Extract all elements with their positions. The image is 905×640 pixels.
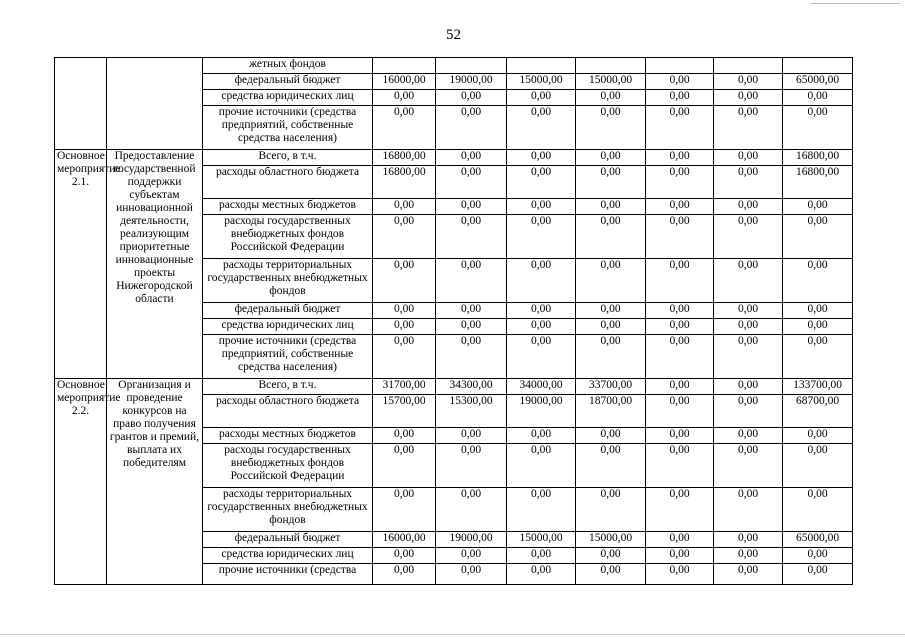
- value-cell: 0,00: [714, 90, 783, 106]
- value-cell: 0,00: [507, 428, 576, 444]
- value-cell: 0,00: [507, 150, 576, 166]
- value-cell: 0,00: [436, 564, 507, 585]
- value-cell: 0,00: [714, 106, 783, 150]
- value-cell: 0,00: [436, 488, 507, 532]
- value-cell: 0,00: [436, 335, 507, 379]
- funding-source-cell: жетных фондов: [203, 58, 373, 74]
- funding-source-cell: федеральный бюджет: [203, 303, 373, 319]
- table-row: [55, 58, 853, 74]
- value-cell: 0,00: [507, 199, 576, 215]
- value-cell: 16800,00: [783, 150, 853, 166]
- value-cell: 0,00: [646, 379, 714, 395]
- value-cell: 19000,00: [436, 74, 507, 90]
- value-cell: 0,00: [436, 106, 507, 150]
- funding-source-cell: расходы государственных внебюджетных фондов Российской Федерации: [203, 215, 373, 259]
- measure-label-cell: Основное мероприятие 2.2.: [55, 379, 107, 585]
- value-cell: 0,00: [783, 335, 853, 379]
- value-cell: 0,00: [646, 488, 714, 532]
- funding-source-cell: Всего, в т.ч.: [203, 379, 373, 395]
- value-cell: 16800,00: [373, 166, 436, 199]
- value-cell: 65000,00: [783, 74, 853, 90]
- value-cell: 31700,00: [373, 379, 436, 395]
- value-cell: 0,00: [576, 199, 646, 215]
- value-cell: 0,00: [436, 150, 507, 166]
- value-cell: 0,00: [576, 215, 646, 259]
- value-cell: 0,00: [783, 215, 853, 259]
- value-cell: 0,00: [436, 548, 507, 564]
- value-cell: 0,00: [373, 564, 436, 585]
- value-cell: 0,00: [576, 259, 646, 303]
- value-cell: 0,00: [783, 444, 853, 488]
- value-cell: 0,00: [373, 106, 436, 150]
- value-cell: 0,00: [507, 319, 576, 335]
- value-cell: 0,00: [507, 335, 576, 379]
- value-cell: 0,00: [714, 259, 783, 303]
- value-cell: 0,00: [507, 564, 576, 585]
- value-cell: 34300,00: [436, 379, 507, 395]
- value-cell: 0,00: [576, 488, 646, 532]
- value-cell: 18700,00: [576, 395, 646, 428]
- value-cell: 0,00: [646, 74, 714, 90]
- value-cell: 0,00: [373, 90, 436, 106]
- value-cell: 0,00: [373, 303, 436, 319]
- value-cell: 0,00: [373, 548, 436, 564]
- value-cell: 34000,00: [507, 379, 576, 395]
- value-cell: 0,00: [783, 303, 853, 319]
- value-cell: 0,00: [576, 548, 646, 564]
- funding-source-cell: средства юридических лиц: [203, 319, 373, 335]
- value-cell: 0,00: [646, 319, 714, 335]
- value-cell: 0,00: [436, 319, 507, 335]
- value-cell: 0,00: [436, 90, 507, 106]
- measure-name-cell: Организация и проведение конкурсов на право получения грантов и премий, выплата их победителям: [107, 379, 203, 585]
- value-cell: 0,00: [714, 303, 783, 319]
- value-cell: 0,00: [373, 199, 436, 215]
- value-cell: 0,00: [507, 444, 576, 488]
- measure-name-cell: Предоставление государственной поддержки субъектам инновационной деятельности, реализующим приоритетные инновационные проекты Нижегородской области: [107, 150, 203, 379]
- value-cell: 0,00: [646, 259, 714, 303]
- value-cell: 0,00: [783, 106, 853, 150]
- value-cell: 68700,00: [783, 395, 853, 428]
- value-cell: 0,00: [646, 166, 714, 199]
- value-cell: 0,00: [783, 90, 853, 106]
- value-cell: 0,00: [576, 150, 646, 166]
- value-cell: [714, 58, 783, 74]
- value-cell: 0,00: [436, 303, 507, 319]
- value-cell: [783, 58, 853, 74]
- value-cell: 0,00: [783, 564, 853, 585]
- value-cell: 16800,00: [373, 150, 436, 166]
- value-cell: 19000,00: [507, 395, 576, 428]
- value-cell: 0,00: [576, 335, 646, 379]
- funding-source-cell: прочие источники (средства предприятий, собственные средства населения): [203, 335, 373, 379]
- funding-source-cell: расходы местных бюджетов: [203, 199, 373, 215]
- value-cell: 16000,00: [373, 74, 436, 90]
- value-cell: 0,00: [646, 335, 714, 379]
- value-cell: 0,00: [714, 319, 783, 335]
- value-cell: 0,00: [436, 428, 507, 444]
- measure-name-cell: [107, 58, 203, 150]
- value-cell: 0,00: [646, 548, 714, 564]
- value-cell: 0,00: [714, 428, 783, 444]
- value-cell: 65000,00: [783, 532, 853, 548]
- value-cell: 0,00: [714, 488, 783, 532]
- value-cell: 0,00: [507, 166, 576, 199]
- value-cell: 0,00: [646, 532, 714, 548]
- value-cell: 15300,00: [436, 395, 507, 428]
- value-cell: 16800,00: [783, 166, 853, 199]
- value-cell: 0,00: [646, 303, 714, 319]
- value-cell: 0,00: [507, 303, 576, 319]
- funding-source-cell: прочие источники (средства предприятий, собственные средства населения): [203, 106, 373, 150]
- bottom-edge-line: [0, 634, 905, 635]
- funding-source-cell: федеральный бюджет: [203, 532, 373, 548]
- value-cell: 133700,00: [783, 379, 853, 395]
- value-cell: 0,00: [646, 395, 714, 428]
- page-number: 52: [446, 27, 461, 43]
- value-cell: 0,00: [714, 564, 783, 585]
- funding-source-cell: расходы государственных внебюджетных фондов Российской Федерации: [203, 444, 373, 488]
- value-cell: 15000,00: [576, 74, 646, 90]
- table-row: [55, 150, 853, 166]
- value-cell: 0,00: [373, 335, 436, 379]
- funding-source-cell: расходы территориальных государственных внебюджетных фондов: [203, 488, 373, 532]
- value-cell: 0,00: [436, 166, 507, 199]
- value-cell: 0,00: [714, 532, 783, 548]
- value-cell: 0,00: [783, 548, 853, 564]
- funding-source-cell: средства юридических лиц: [203, 90, 373, 106]
- funding-source-cell: расходы областного бюджета: [203, 395, 373, 428]
- value-cell: 0,00: [714, 548, 783, 564]
- value-cell: 0,00: [576, 166, 646, 199]
- value-cell: 0,00: [714, 335, 783, 379]
- value-cell: [507, 58, 576, 74]
- value-cell: 0,00: [783, 488, 853, 532]
- value-cell: [436, 58, 507, 74]
- value-cell: 0,00: [646, 564, 714, 585]
- value-cell: 0,00: [714, 379, 783, 395]
- value-cell: 0,00: [783, 428, 853, 444]
- value-cell: 0,00: [714, 444, 783, 488]
- table-body: [55, 58, 853, 585]
- value-cell: 0,00: [576, 564, 646, 585]
- value-cell: 0,00: [576, 319, 646, 335]
- value-cell: 0,00: [436, 259, 507, 303]
- value-cell: 0,00: [576, 428, 646, 444]
- value-cell: 0,00: [783, 319, 853, 335]
- value-cell: 33700,00: [576, 379, 646, 395]
- value-cell: 0,00: [646, 199, 714, 215]
- value-cell: 0,00: [714, 166, 783, 199]
- value-cell: [373, 58, 436, 74]
- measure-label-cell: Основное мероприятие 2.1.: [55, 150, 107, 379]
- value-cell: 0,00: [373, 259, 436, 303]
- value-cell: 0,00: [646, 428, 714, 444]
- value-cell: 0,00: [373, 428, 436, 444]
- value-cell: 0,00: [576, 303, 646, 319]
- value-cell: 0,00: [783, 259, 853, 303]
- value-cell: 0,00: [646, 444, 714, 488]
- value-cell: 0,00: [714, 395, 783, 428]
- value-cell: 15700,00: [373, 395, 436, 428]
- value-cell: 19000,00: [436, 532, 507, 548]
- value-cell: 0,00: [576, 444, 646, 488]
- value-cell: 0,00: [646, 215, 714, 259]
- value-cell: [646, 58, 714, 74]
- funding-source-cell: Всего, в т.ч.: [203, 150, 373, 166]
- value-cell: 0,00: [436, 199, 507, 215]
- value-cell: 15000,00: [507, 532, 576, 548]
- value-cell: 0,00: [507, 90, 576, 106]
- value-cell: 0,00: [507, 215, 576, 259]
- financing-table: [54, 57, 853, 585]
- value-cell: 0,00: [576, 90, 646, 106]
- value-cell: 0,00: [436, 215, 507, 259]
- value-cell: [576, 58, 646, 74]
- value-cell: 15000,00: [507, 74, 576, 90]
- value-cell: 0,00: [373, 444, 436, 488]
- value-cell: 0,00: [507, 548, 576, 564]
- funding-source-cell: расходы областного бюджета: [203, 166, 373, 199]
- value-cell: 15000,00: [576, 532, 646, 548]
- value-cell: 0,00: [646, 90, 714, 106]
- measure-label-cell: [55, 58, 107, 150]
- value-cell: 0,00: [714, 199, 783, 215]
- top-edge-line: [810, 3, 900, 4]
- value-cell: 0,00: [373, 319, 436, 335]
- table-row: [55, 379, 853, 395]
- funding-source-cell: федеральный бюджет: [203, 74, 373, 90]
- value-cell: 0,00: [436, 444, 507, 488]
- value-cell: 0,00: [507, 488, 576, 532]
- value-cell: 0,00: [507, 106, 576, 150]
- value-cell: 16000,00: [373, 532, 436, 548]
- funding-source-cell: расходы территориальных государственных внебюджетных фондов: [203, 259, 373, 303]
- value-cell: 0,00: [783, 199, 853, 215]
- value-cell: 0,00: [714, 74, 783, 90]
- value-cell: 0,00: [646, 106, 714, 150]
- value-cell: 0,00: [714, 215, 783, 259]
- funding-source-cell: прочие источники (средства: [203, 564, 373, 585]
- funding-source-cell: средства юридических лиц: [203, 548, 373, 564]
- value-cell: 0,00: [576, 106, 646, 150]
- value-cell: 0,00: [646, 150, 714, 166]
- value-cell: 0,00: [373, 215, 436, 259]
- value-cell: 0,00: [373, 488, 436, 532]
- funding-source-cell: расходы местных бюджетов: [203, 428, 373, 444]
- value-cell: 0,00: [714, 150, 783, 166]
- value-cell: 0,00: [507, 259, 576, 303]
